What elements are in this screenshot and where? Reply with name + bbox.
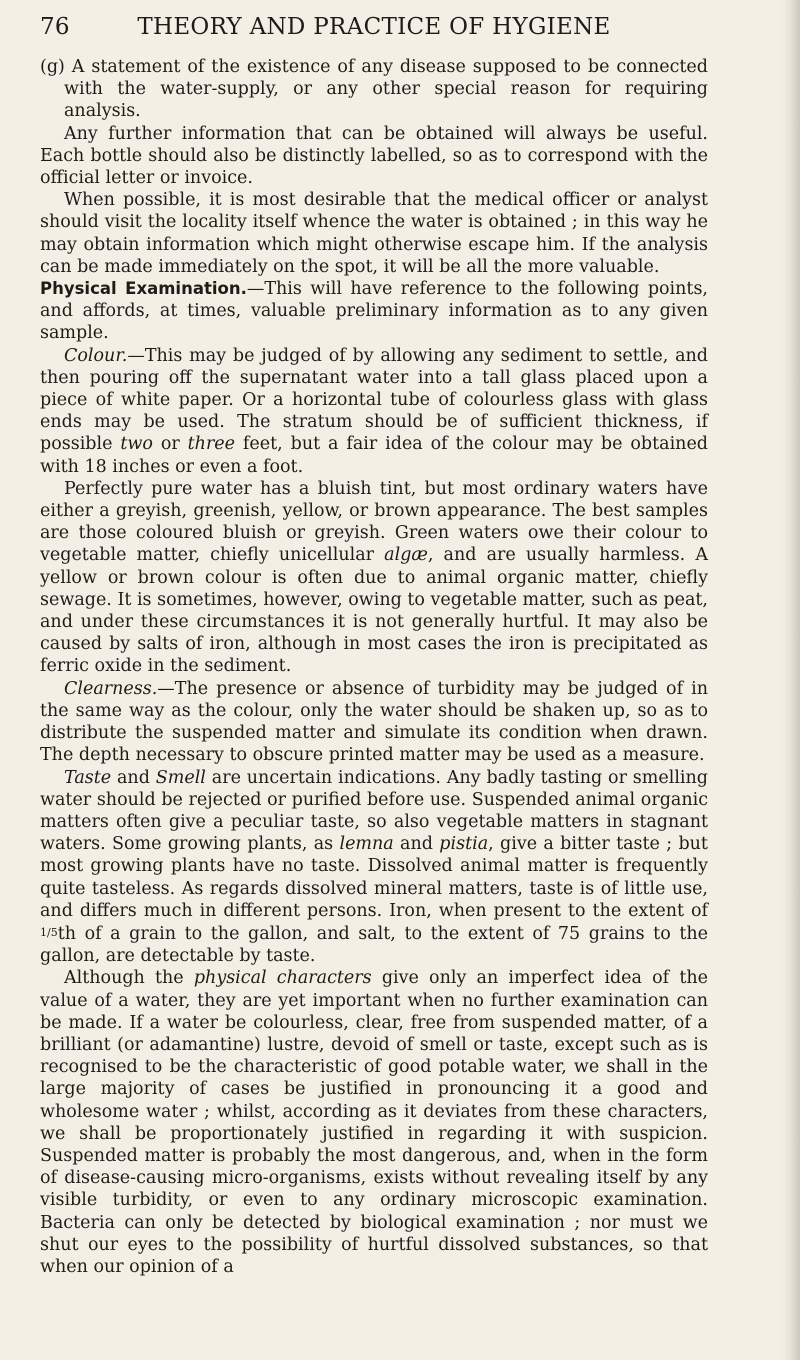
paragraph-physical-characters: Although the physical characters give only an imperfect idea of the value of a water, they are yet important when no further examination can be made. If a water be colourless, clear, free from suspended matter, of a brilliant (or adamantine) lustre, devoid of smell or taste, except such as is recognised to be the characteristic of good potable water, we shall in the large majority of cases be justified in pronouncing it a good and wholesome water ; whilst, according as it deviates from these characters, we shall be proportionately justified in regarding it with suspicion. Suspended matter is probably the most dangerous, and, when in the form of disease-causing micro-organisms, exists without revealing itself by any visible turbidity, or even to any ordinary microscopic examination. Bacteria can only be detected by biological examination ; nor must we shut our eyes to the possibility of hurtful dissolved substances, so that when our opinion of a: [40, 968, 708, 1277]
section-heading-physical-examination: Physical Examination.: [40, 279, 247, 299]
run-in-heading-colour: Colour.: [64, 345, 128, 366]
paragraph-visit-locality: When possible, it is most desirable that the medical officer or analyst should visit the locality itself whence the water is obtained ; in this way he may obtain information which might otherwise escape him. If the analysis can be made immediately on the spot, it will be all the more valuable.: [40, 190, 708, 277]
paragraph-colour: Colour.—This may be judged of by allowing any sediment to settle, and then pouring off the supernatant water into a tall glass placed upon a piece of white paper. Or a horizontal tube of colourless glass with glass ends may be used. The stratum should be of sufficient thickness, if possible two or three feet, but a fair idea of the colour may be obtained with 18 inches or even a foot.: [40, 345, 709, 477]
page-number: 76: [40, 14, 70, 40]
fraction-one-fifth: 1/5: [40, 925, 58, 939]
paragraph-further-information: Any further information that can be obtained will always be useful. Each bottle should also be distinctly labelled, so as to correspond with the official letter or invoice.: [40, 123, 708, 189]
paragraph-taste-smell: Taste and Smell are uncertain indications. Any badly tasting or smelling water should be rejected or purified before use. Suspended animal organic matters often give a peculiar taste, so also vegetable matters in stagnant waters. Some growing plants, as lemna and pistia, give a bitter taste ; but most growing plants have no taste. Dissolved animal matter is frequently quite tasteless. As regards dissolved mineral matters, taste is of little use, and differs much in different persons. Iron, when present to the extent of 1/5th of a grain to the gallon, and salt, to the extent of 75 grains to the gallon, are detectable by taste.: [40, 767, 708, 967]
page-edge-shadow: [782, 0, 800, 1360]
run-in-heading-clearness: Clearness.: [64, 678, 158, 699]
paragraph-pure-water-tint: Perfectly pure water has a bluish tint, but most ordinary waters have either a greyish, greenish, yellow, or brown appearance. The best samples are those coloured bluish or greyish. Green waters owe their colour to vegetable matter, chiefly unicellular algæ, and are usually harmless. A yellow or brown colour is often due to animal organic matter, chiefly sewage. It is sometimes, however, owing to vegetable matter, such as peat, and under these circumstances it is not generally hurtful. It may also be caused by salts of iron, although in most cases the iron is precipitated as ferric oxide in the sediment.: [40, 478, 708, 677]
run-in-heading-smell: Smell: [155, 767, 206, 788]
paragraph-clearness: Clearness.—The presence or absence of turbidity may be judged of in the same way as the colour, only the water should be shaken up, so as to distribute the suspended matter and simulate its condition when drawn. The depth necessary to obscure printed matter may be used as a measure.: [40, 678, 708, 766]
paragraph-physical-examination: Physical Examination.—This will have reference to the following points, and affords, at times, valuable preliminary information as to any given sample.: [40, 279, 708, 344]
run-in-heading-taste: Taste: [64, 767, 112, 788]
body-text: [40, 56, 708, 1278]
running-title: THEORY AND PRACTICE OF HYGIENE: [137, 14, 611, 40]
page-header: [40, 14, 708, 54]
paragraph-list-item-g: (g) A statement of the existence of any disease supposed to be connected with the water-supply, or any other special reason for requiring analysis.: [40, 57, 708, 122]
